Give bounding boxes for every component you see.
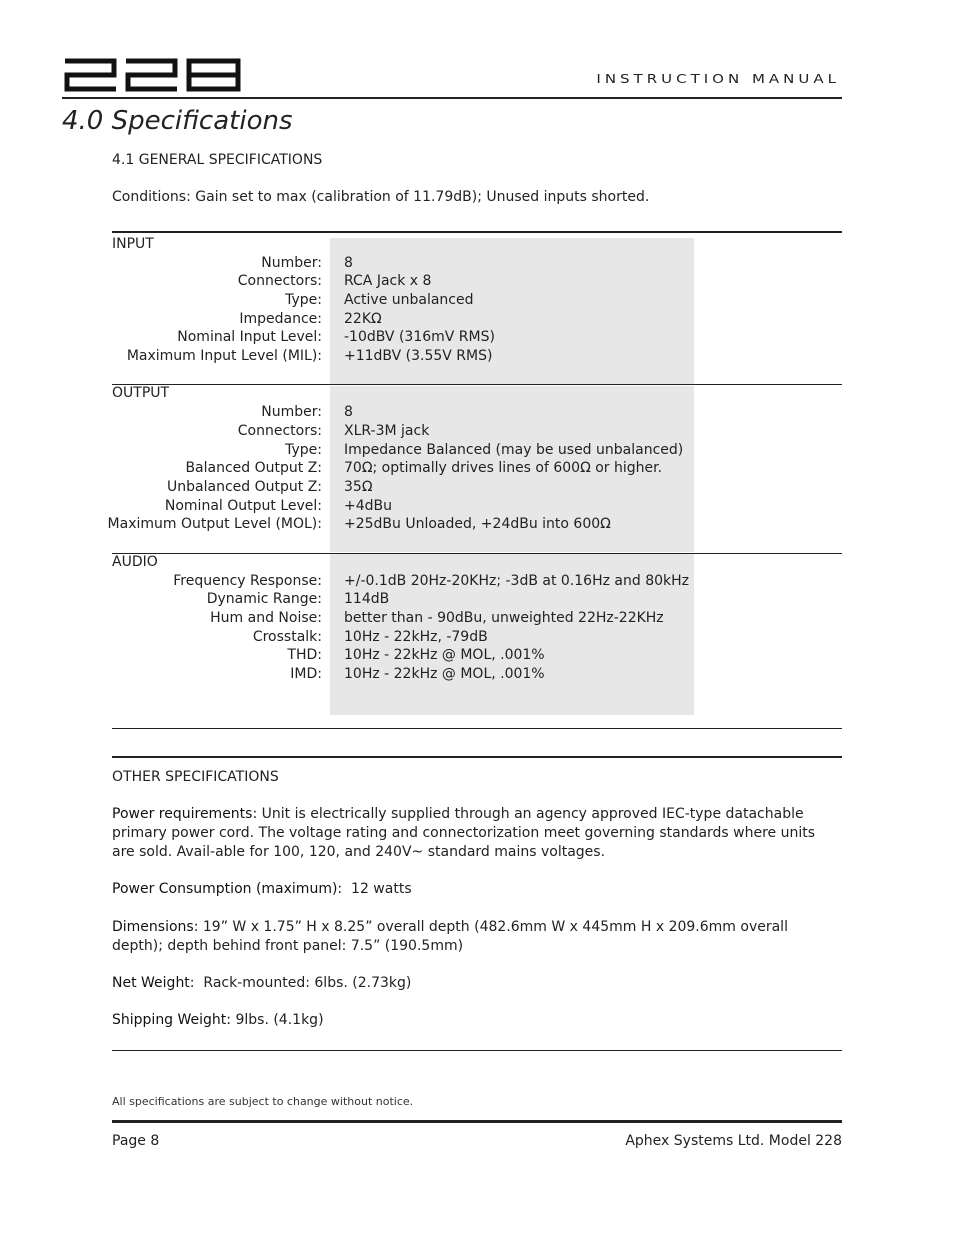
spec-value: 114dB — [344, 591, 390, 607]
spec-row — [112, 590, 694, 609]
spec-row — [112, 572, 694, 591]
spec-row — [112, 609, 694, 628]
dimensions-label: Dimensions: — [112, 919, 199, 935]
spec-value: 8 — [344, 404, 353, 420]
power-requirements-text: Unit is electrically supplied through an agency approved IEC-type datachable primary power cord. The voltage rating and connectorization meet governing standards where units are sold. Avail-able for 100, 120, and 240V~ standard mains voltages. — [112, 806, 816, 860]
spec-label: Number: — [261, 404, 322, 420]
dimensions-paragraph — [112, 918, 842, 956]
spec-row — [112, 459, 694, 478]
power-consumption-label: Power Consumption (maximum): — [112, 881, 343, 897]
spec-label: Type: — [285, 442, 322, 458]
section-heading: 4.1 GENERAL SPECIFICATIONS — [112, 152, 323, 168]
table-top-rule — [112, 231, 842, 233]
output-bottom-rule — [112, 553, 842, 554]
spec-row — [112, 310, 694, 329]
power-consumption-text: 12 watts — [342, 881, 412, 897]
page-title: 4.0 Specifications — [62, 106, 293, 136]
spec-value: Active unbalanced — [344, 292, 474, 308]
spec-label: Type: — [285, 292, 322, 308]
shipping-weight-paragraph — [112, 1011, 842, 1030]
model-228-logo — [62, 56, 244, 94]
audio-bottom-rule — [112, 728, 842, 729]
spec-value: better than - 90dBu, unweighted 22Hz-22KHz — [344, 610, 664, 626]
spec-value: Impedance Balanced (may be used unbalanced) — [344, 442, 684, 458]
spec-label: Nominal Output Level: — [164, 498, 322, 514]
other-specifications-heading: OTHER SPECIFICATIONS — [112, 769, 279, 785]
spec-value: -10dBV (316mV RMS) — [344, 329, 495, 345]
spec-row — [112, 441, 694, 460]
footer-model: Aphex Systems Ltd. Model 228 — [625, 1133, 842, 1149]
spec-row — [112, 291, 694, 310]
net-weight-label: Net Weight: — [112, 975, 195, 991]
net-weight-paragraph — [112, 974, 842, 993]
input-bottom-rule — [112, 384, 842, 385]
header-title: INSTRUCTION MANUAL — [596, 71, 840, 87]
spec-row — [112, 497, 694, 516]
footer-divider — [112, 1120, 842, 1123]
power-consumption-paragraph — [112, 880, 842, 899]
spec-value: +11dBV (3.55V RMS) — [344, 348, 493, 364]
output-group-title: OUTPUT — [112, 385, 170, 401]
dimensions-text: 19” W x 1.75” H x 8.25” overall depth (482.6mm W x 445mm H x 209.6mm overall depth); depth behind front panel: 7.5” (190.5mm) — [112, 919, 788, 954]
spec-label: Dynamic Range: — [206, 591, 322, 607]
spec-row — [112, 347, 694, 366]
spec-label: Balanced Output Z: — [185, 460, 322, 476]
spec-value: 35Ω — [344, 479, 373, 495]
header-divider — [62, 97, 842, 99]
spec-value: 22KΩ — [344, 311, 382, 327]
spec-label: Maximum Input Level (MIL): — [126, 348, 322, 364]
spec-label: Frequency Response: — [173, 573, 322, 589]
other-bottom-rule — [112, 1050, 842, 1051]
spec-label: THD: — [287, 647, 322, 663]
spec-value: 8 — [344, 255, 353, 271]
spec-row — [112, 628, 694, 647]
spec-label: Unbalanced Output Z: — [167, 479, 322, 495]
other-top-rule — [112, 756, 842, 758]
footnote: All specifications are subject to change without notice. — [112, 1095, 414, 1108]
spec-row — [112, 422, 694, 441]
spec-value: RCA Jack x 8 — [344, 273, 432, 289]
spec-label: Connectors: — [237, 423, 322, 439]
input-group-title: INPUT — [112, 236, 154, 252]
shipping-weight-text: 9lbs. (4.1kg) — [231, 1012, 324, 1028]
spec-row — [112, 646, 694, 665]
conditions-text: Conditions: Gain set to max (calibration of 11.79dB); Unused inputs shorted. — [112, 189, 650, 205]
spec-row — [112, 478, 694, 497]
power-requirements-label: Power requirements: — [112, 806, 258, 822]
spec-label: Impedance: — [239, 311, 322, 327]
spec-row — [112, 254, 694, 273]
spec-label: Crosstalk: — [252, 629, 322, 645]
spec-label: Maximum Output Level (MOL): — [107, 516, 322, 532]
spec-row — [112, 403, 694, 422]
spec-row — [107, 515, 694, 534]
spec-label: Number: — [261, 255, 322, 271]
spec-label: Hum and Noise: — [210, 610, 322, 626]
spec-label: Connectors: — [237, 273, 322, 289]
spec-label: IMD: — [290, 666, 322, 682]
audio-group-title: AUDIO — [112, 554, 158, 570]
spec-row — [112, 328, 694, 347]
net-weight-text: Rack-mounted: 6lbs. (2.73kg) — [194, 975, 412, 991]
spec-value: 10Hz - 22kHz, -79dB — [344, 629, 488, 645]
spec-value: 70Ω; optimally drives lines of 600Ω or higher. — [344, 460, 663, 476]
spec-value: 10Hz - 22kHz @ MOL, .001% — [344, 666, 545, 682]
spec-row — [112, 665, 694, 684]
page-number: Page 8 — [112, 1133, 160, 1149]
spec-value: +4dBu — [344, 498, 393, 514]
spec-value: 10Hz - 22kHz @ MOL, .001% — [344, 647, 545, 663]
spec-value: +/-0.1dB 20Hz-20KHz; -3dB at 0.16Hz and 80kHz — [344, 573, 689, 589]
power-requirements-paragraph — [112, 805, 842, 862]
spec-value: XLR-3M jack — [344, 423, 430, 439]
spec-label: Nominal Input Level: — [177, 329, 322, 345]
shipping-weight-label: Shipping Weight: — [112, 1012, 232, 1028]
spec-row — [112, 272, 694, 291]
spec-value: +25dBu Unloaded, +24dBu into 600Ω — [344, 516, 611, 532]
